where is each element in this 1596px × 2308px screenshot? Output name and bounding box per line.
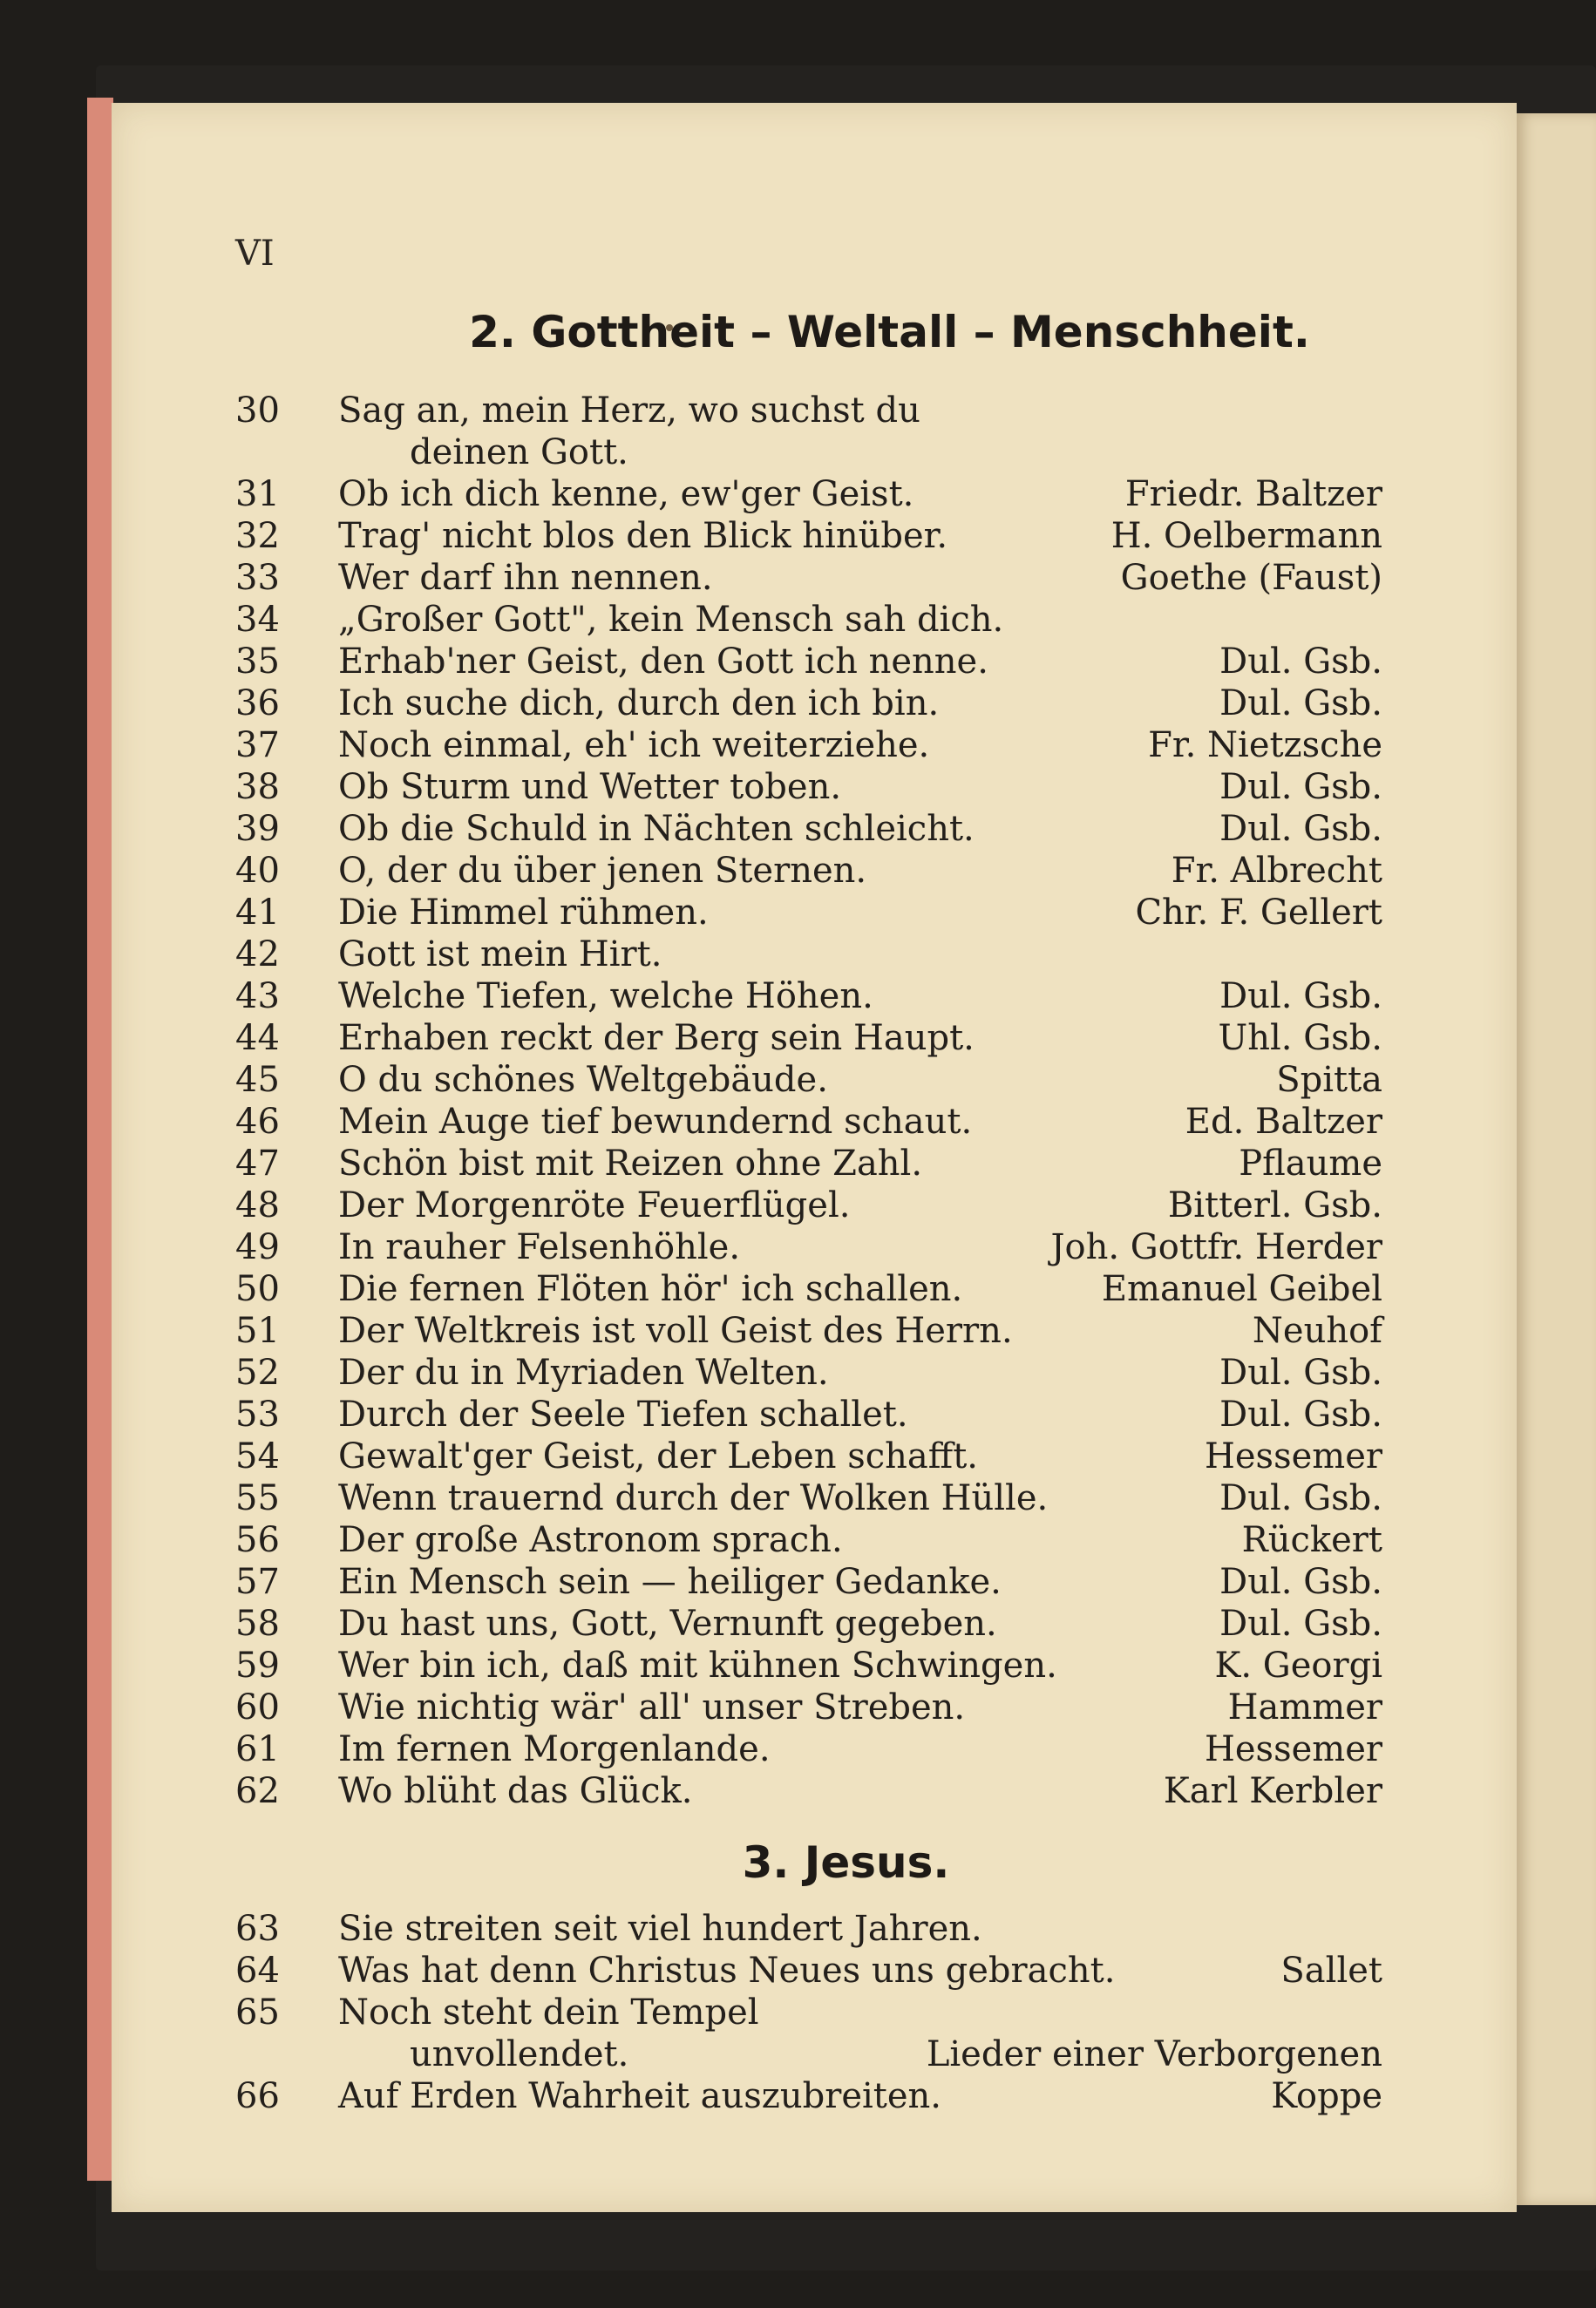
entry-number: 33 [235,558,280,598]
toc-entry [0,1562,1596,1604]
toc-entry [0,683,1596,725]
entry-author: Dul. Gsb. [1219,1604,1382,1644]
entry-author: Dul. Gsb. [1219,1478,1382,1518]
entry-title-continued: unvollendet. [410,2034,629,2074]
entry-title: Sie streiten seit viel hundert Jahren. [338,1909,982,1949]
entry-number: 64 [235,1951,280,1991]
toc-entry [0,893,1596,934]
entry-number: 49 [235,1227,280,1267]
toc-entry [0,474,1596,516]
entry-author: Dul. Gsb. [1219,767,1382,807]
entry-title: Welche Tiefen, welche Höhen. [338,976,873,1016]
toc-entry [0,725,1596,767]
toc-entry [0,1604,1596,1646]
toc-entry [0,1102,1596,1144]
entry-author-row [0,2034,1596,2076]
entry-number: 31 [235,474,280,514]
entry-title: Gewalt'ger Geist, der Leben schafft. [338,1436,978,1476]
toc-entry [0,390,1596,432]
toc-entry [0,976,1596,1018]
entry-number: 39 [235,809,280,849]
entry-number: 60 [235,1687,280,1728]
entry-number: 63 [235,1909,280,1949]
entry-title: Wer bin ich, daß mit kühnen Schwingen. [338,1646,1057,1686]
toc-entry [0,1436,1596,1478]
entry-number: 30 [235,390,280,431]
entry-number: 54 [235,1436,280,1476]
entry-number: 58 [235,1604,280,1644]
entry-author: Hammer [1227,1687,1382,1728]
toc-entry [0,641,1596,683]
entry-title: Wer darf ihn nennen. [338,558,713,598]
toc-entry [0,809,1596,851]
entry-author: Hessemer [1204,1436,1382,1476]
entry-author: Dul. Gsb. [1219,809,1382,849]
page-number: VI [235,234,275,274]
entry-title: Ob ich dich kenne, ew'ger Geist. [338,474,914,514]
entry-author: Fr. Albrecht [1171,851,1382,891]
entry-number: 52 [235,1353,280,1393]
entry-number: 45 [235,1060,280,1100]
toc-entry [0,1909,1596,1951]
entry-title: O, der du über jenen Sternen. [338,851,867,891]
entry-number: 59 [235,1646,280,1686]
entry-author: Hessemer [1204,1729,1382,1769]
entry-number: 62 [235,1771,280,1811]
toc-entry [0,1992,1596,2034]
entry-number: 53 [235,1395,280,1435]
entry-number: 34 [235,600,280,640]
toc-entry [0,1395,1596,1436]
entry-number: 51 [235,1311,280,1351]
toc-entry [0,1185,1596,1227]
toc-entry [0,2076,1596,2118]
toc-entry [0,1951,1596,1992]
entry-number: 61 [235,1729,280,1769]
entry-title: O du schönes Weltgebäude. [338,1060,828,1100]
entry-title: Was hat denn Christus Neues uns gebracht. [338,1951,1116,1991]
entry-author: Pflaume [1239,1144,1382,1184]
entry-author: Fr. Nietzsche [1148,725,1382,765]
entry-number: 50 [235,1269,280,1309]
entry-number: 37 [235,725,280,765]
entry-author: Lieder einer Verborgenen [926,2034,1382,2074]
entry-number: 32 [235,516,280,556]
entry-author: Sallet [1280,1951,1382,1991]
entry-number: 44 [235,1018,280,1058]
entry-author: Chr. F. Gellert [1135,893,1382,933]
entry-number: 55 [235,1478,280,1518]
entry-author: Neuhof [1252,1311,1382,1351]
toc-entry [0,1269,1596,1311]
toc-entry [0,1771,1596,1813]
entry-title: Die fernen Flöten hör' ich schallen. [338,1269,963,1309]
entry-author: Dul. Gsb. [1219,641,1382,682]
entry-title: Der große Astronom sprach. [338,1520,843,1560]
entry-author: Dul. Gsb. [1219,1562,1382,1602]
toc-entry [0,600,1596,641]
entry-author: Koppe [1271,2076,1382,2116]
entry-title: Wo blüht das Glück. [338,1771,693,1811]
entry-number: 41 [235,893,280,933]
toc-entry [0,1687,1596,1729]
entry-author: Uhl. Gsb. [1218,1018,1382,1058]
toc-entry [0,934,1596,976]
toc-entry [0,1729,1596,1771]
toc-entry [0,1227,1596,1269]
toc-entry [0,767,1596,809]
entry-number: 40 [235,851,280,891]
entry-title: In rauher Felsenhöhle. [338,1227,741,1267]
toc-entry [0,1520,1596,1562]
entry-author: H. Oelbermann [1110,516,1382,556]
entry-title: Wie nichtig wär' all' unser Streben. [338,1687,966,1728]
entry-number: 36 [235,683,280,723]
entry-title: Noch steht dein Tempel [338,1992,759,2033]
entry-title: Noch einmal, eh' ich weiterziehe. [338,725,930,765]
entry-author: Emanuel Geibel [1101,1269,1382,1309]
toc-entry [0,1018,1596,1060]
entry-title: Ein Mensch sein — heiliger Gedanke. [338,1562,1002,1602]
toc-entry [0,1478,1596,1520]
entry-number: 46 [235,1102,280,1142]
entry-title: Durch der Seele Tiefen schallet. [338,1395,908,1435]
entry-number: 42 [235,934,280,974]
toc-entry [0,516,1596,558]
entry-author: Bitterl. Gsb. [1167,1185,1382,1225]
entry-title: Auf Erden Wahrheit auszubreiten. [338,2076,942,2116]
entry-title: Erhaben reckt der Berg sein Haupt. [338,1018,975,1058]
entry-title: Schön bist mit Reizen ohne Zahl. [338,1144,923,1184]
entry-number: 66 [235,2076,280,2116]
entry-title: Mein Auge tief bewundernd schaut. [338,1102,973,1142]
toc-entry [0,1311,1596,1353]
entry-title: Ob Sturm und Wetter toben. [338,767,842,807]
toc-entry [0,851,1596,893]
entry-title: „Großer Gott", kein Mensch sah dich. [338,600,1004,640]
entry-number: 57 [235,1562,280,1602]
toc-entry [0,1144,1596,1185]
entry-title: Der Morgenröte Feuerflügel. [338,1185,851,1225]
entry-title: Du hast uns, Gott, Vernunft gegeben. [338,1604,997,1644]
entry-author: Dul. Gsb. [1219,1395,1382,1435]
entry-author: Rückert [1241,1520,1382,1560]
entry-number: 38 [235,767,280,807]
entry-author: Ed. Baltzer [1185,1102,1382,1142]
entry-title-continued: deinen Gott. [410,432,628,472]
entry-number: 47 [235,1144,280,1184]
entry-number: 65 [235,1992,280,2033]
entry-number: 35 [235,641,280,682]
entry-title: Gott ist mein Hirt. [338,934,662,974]
entry-title: Ich suche dich, durch den ich bin. [338,683,940,723]
entry-author: Joh. Gottfr. Herder [1050,1227,1382,1267]
toc-entry [0,1353,1596,1395]
entry-title: Der Weltkreis ist voll Geist des Herrn. [338,1311,1013,1351]
entry-title: Im fernen Morgenlande. [338,1729,771,1769]
entry-title: Ob die Schuld in Nächten schleicht. [338,809,975,849]
section-heading-jesus: 3. Jesus. [742,1837,950,1888]
entry-number: 43 [235,976,280,1016]
entry-author: Karl Kerbler [1163,1771,1382,1811]
toc-entry [0,1060,1596,1102]
toc-entry [0,558,1596,600]
entry-title: Erhab'ner Geist, den Gott ich nenne. [338,641,988,682]
entry-title: Der du in Myriaden Welten. [338,1353,829,1393]
entry-title: Wenn trauernd durch der Wolken Hülle. [338,1478,1049,1518]
entry-author: Goethe (Faust) [1120,558,1382,598]
entry-title: Sag an, mein Herz, wo suchst du [338,390,920,431]
entry-author: Dul. Gsb. [1219,683,1382,723]
section-heading-gottheit: 2. Gottheit – Weltall – Menschheit. [469,307,1310,357]
entry-author: Friedr. Baltzer [1124,474,1382,514]
entry-title: Die Himmel rühmen. [338,893,709,933]
entry-author: Dul. Gsb. [1219,1353,1382,1393]
entry-author: Spitta [1276,1060,1382,1100]
entry-author: K. Georgi [1214,1646,1382,1686]
entry-number: 56 [235,1520,280,1560]
entry-number: 48 [235,1185,280,1225]
entry-author: Dul. Gsb. [1219,976,1382,1016]
entry-title: Trag' nicht blos den Blick hinüber. [338,516,948,556]
toc-entry [0,1646,1596,1687]
